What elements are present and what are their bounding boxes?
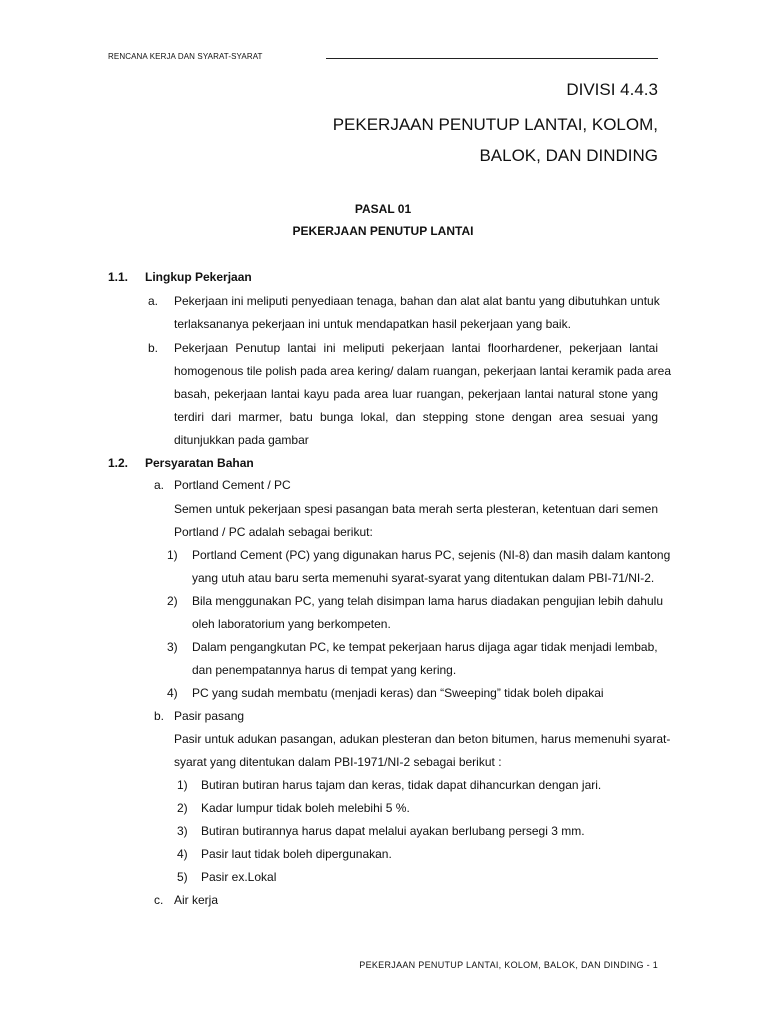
paragraph-line: syarat yang ditentukan dalam PBI-1971/NI-2 sebagai berikut : bbox=[174, 755, 502, 769]
division-title-line-2: BALOK, DAN DINDING bbox=[479, 146, 658, 165]
section-heading-1-2 bbox=[108, 456, 254, 470]
list-number: 4) bbox=[177, 847, 188, 861]
list-item-line: Bila menggunakan PC, yang telah disimpan lama harus diadakan pengujian lebih dahulu bbox=[192, 594, 663, 608]
item-marker-a: a. bbox=[148, 294, 159, 308]
item-marker-c: c. bbox=[154, 893, 164, 907]
list-item-line: Dalam pengangkutan PC, ke tempat pekerjaan harus dijaga agar tidak menjadi lembab, bbox=[192, 640, 658, 654]
division-code: DIVISI 4.4.3 bbox=[566, 80, 658, 99]
list-number: 4) bbox=[167, 686, 178, 700]
list-number: 1) bbox=[177, 778, 188, 792]
section-number: 1.1. bbox=[108, 270, 129, 284]
list-number: 1) bbox=[167, 548, 178, 562]
list-item-line: oleh laboratorium yang berkompeten. bbox=[192, 617, 391, 631]
header-rule bbox=[326, 58, 658, 59]
list-number: 3) bbox=[167, 640, 178, 654]
list-item-line: Portland Cement (PC) yang digunakan harus PC, sejenis (NI-8) dan masih dalam kantong bbox=[192, 548, 671, 562]
subsection-title: Pasir pasang bbox=[174, 709, 245, 723]
item-marker-a: a. bbox=[154, 478, 165, 492]
list-item-line: dan penempatannya harus di tempat yang kering. bbox=[192, 663, 457, 677]
list-number: 2) bbox=[167, 594, 178, 608]
section-title: Lingkup Pekerjaan bbox=[145, 270, 252, 284]
item-marker-b: b. bbox=[154, 709, 165, 723]
subsection-title: Portland Cement / PC bbox=[174, 478, 291, 492]
section-heading-1-1 bbox=[108, 270, 252, 284]
paragraph-line: homogenous tile polish pada area kering/ dalam ruangan, pekerjaan lantai keramik pada area bbox=[174, 364, 671, 378]
list-item-line: Pasir laut tidak boleh dipergunakan. bbox=[201, 847, 392, 861]
paragraph-line: Portland / PC adalah sebagai berikut: bbox=[174, 525, 373, 539]
list-item-line: Butiran butirannya harus dapat melalui ayakan berlubang persegi 3 mm. bbox=[201, 824, 585, 838]
paragraph-line: Semen untuk pekerjaan spesi pasangan bata merah serta plesteran, ketentuan dari semen bbox=[174, 502, 658, 516]
paragraph-line: terdiri dari marmer, batu bunga lokal, dan stepping stone dengan area sesuai yang bbox=[174, 410, 658, 424]
paragraph-line: ditunjukkan pada gambar bbox=[174, 433, 309, 447]
list-item-line: Butiran butiran harus tajam dan keras, tidak dapat dihancurkan dengan jari. bbox=[201, 778, 602, 792]
page-footer: PEKERJAAN PENUTUP LANTAI, KOLOM, BALOK, DAN DINDING - 1 bbox=[359, 960, 658, 970]
paragraph-line: Pekerjaan Penutup lantai ini meliputi pekerjaan lantai floorhardener, pekerjaan lantai bbox=[174, 341, 658, 355]
list-item-line: PC yang sudah membatu (menjadi keras) dan “Sweeping” tidak boleh dipakai bbox=[192, 686, 604, 700]
section-title: Persyaratan Bahan bbox=[145, 456, 254, 470]
subsection-title: Air kerja bbox=[174, 893, 219, 907]
list-item-line: Kadar lumpur tidak boleh melebihi 5 %. bbox=[201, 801, 410, 815]
section-number: 1.2. bbox=[108, 456, 129, 470]
pasal-title: PEKERJAAN PENUTUP LANTAI bbox=[292, 224, 474, 238]
list-item-line: Pasir ex.Lokal bbox=[201, 870, 277, 884]
list-number: 2) bbox=[177, 801, 188, 815]
running-header: RENCANA KERJA DAN SYARAT-SYARAT bbox=[108, 52, 263, 61]
paragraph-line: Pasir untuk adukan pasangan, adukan plesteran dan beton bitumen, harus memenuhi syarat- bbox=[174, 732, 671, 746]
division-title-line-1: PEKERJAAN PENUTUP LANTAI, KOLOM, bbox=[332, 115, 658, 134]
paragraph-line: Pekerjaan ini meliputi penyediaan tenaga, bahan dan alat alat bantu yang dibutuhkan untuk bbox=[174, 294, 660, 308]
paragraph-line: basah, pekerjaan lantai kayu pada area luar ruangan, pekerjaan lantai natural stone yang bbox=[174, 387, 658, 401]
list-item-line: yang utuh atau baru serta memenuhi syarat-syarat yang ditentukan dalam PBI-71/NI-2. bbox=[192, 571, 655, 585]
list-number: 3) bbox=[177, 824, 188, 838]
list-number: 5) bbox=[177, 870, 188, 884]
item-marker-b: b. bbox=[148, 341, 159, 355]
pasal-label: PASAL 01 bbox=[354, 202, 412, 216]
paragraph-line: terlaksananya pekerjaan ini untuk mendapatkan hasil pekerjaan yang baik. bbox=[174, 317, 571, 331]
